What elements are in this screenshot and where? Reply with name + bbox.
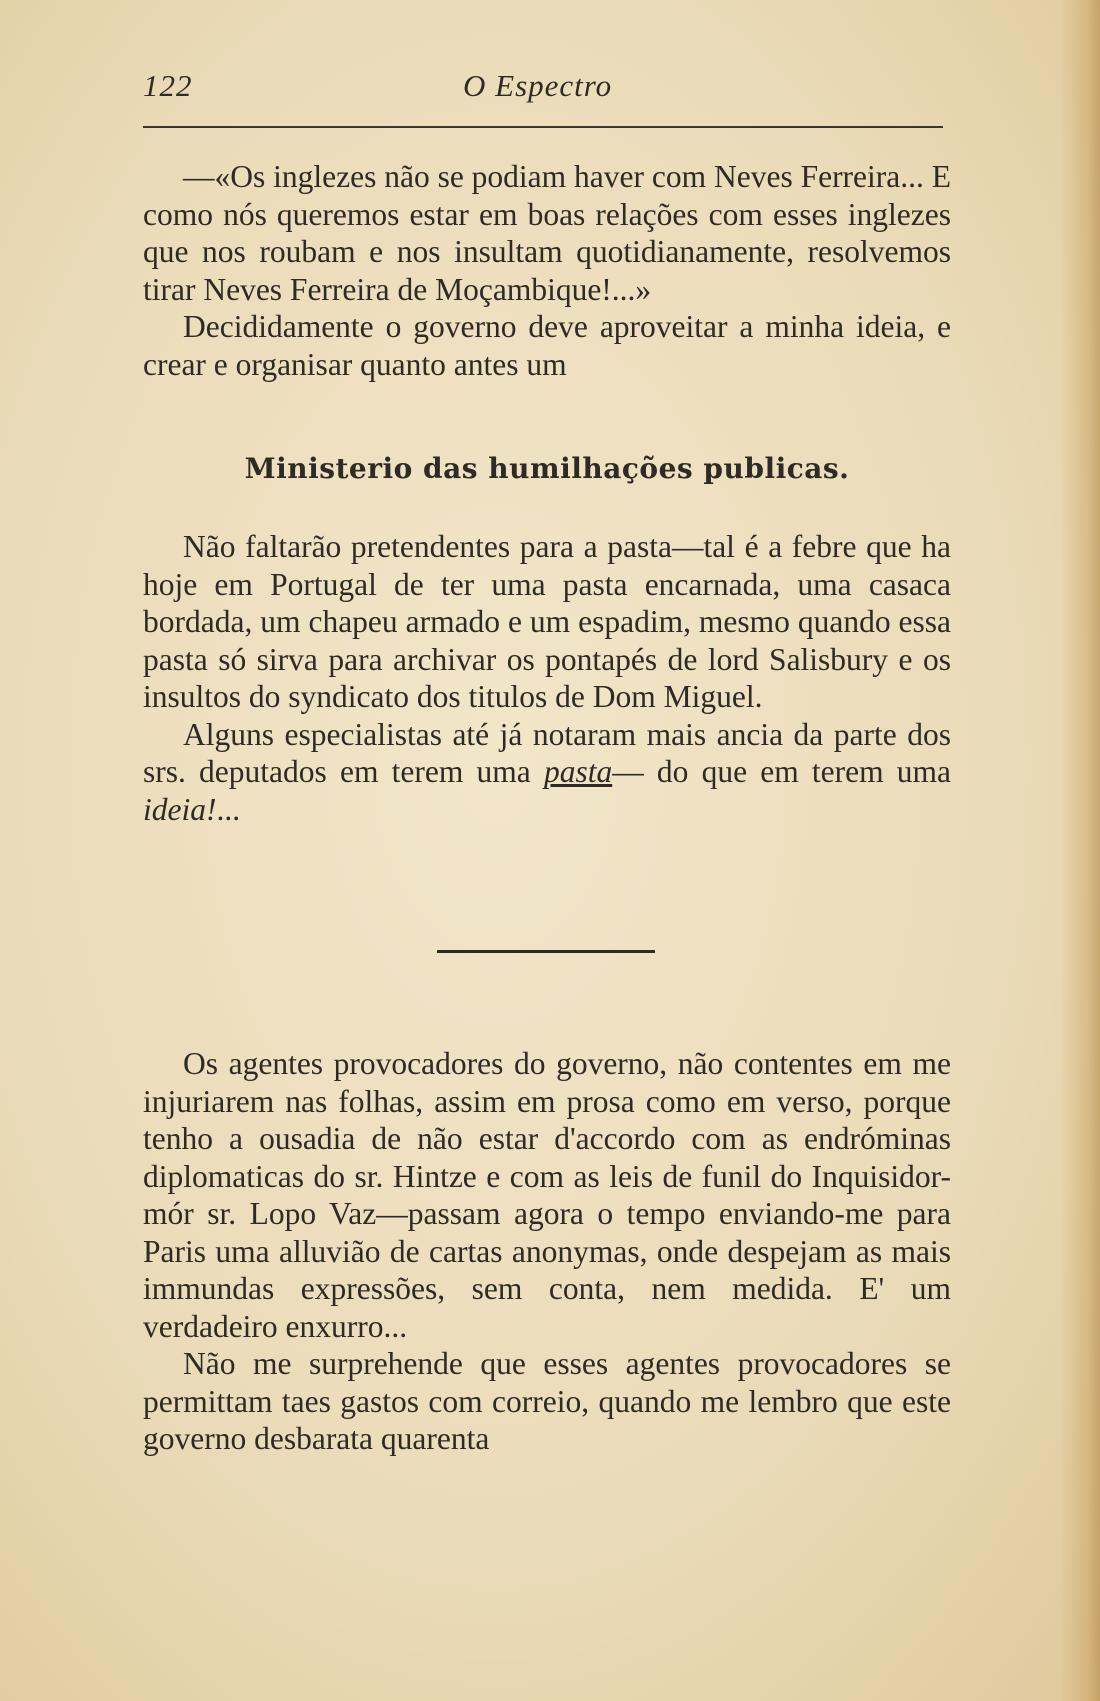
page-number: 122 (143, 68, 193, 103)
paragraph-especialistas-end: ... (216, 791, 241, 827)
paragraph-gastos: Não me surprehende que esses agentes provocadores se permittam taes gastos com correio, quando me lembro que este governo desbarata quarenta (143, 1346, 951, 1456)
running-header (143, 68, 943, 112)
word-ideia: ideia! (143, 791, 217, 827)
running-title: O Espectro (463, 68, 613, 103)
text-block-ministry (143, 528, 951, 828)
text-block-opening (143, 158, 951, 383)
page-edge-stain (1060, 0, 1100, 1701)
paragraph-especialistas-mid: — do que em terem uma (612, 754, 952, 789)
paragraph-agentes: Os agentes provocadores do governo, não contentes em me injuriarem nas folhas, assim em prosa como em verso, porque tenho a ousadia de não estar d'accordo com as endróminas diplomaticas do sr. Hintze e com as leis de funil do Inquisidor-mór sr. Lopo Vaz—passam agora o tempo enviando-me para Paris uma alluvião de cartas anonymas, onde despejam as mais immundas expressões, sem conta, nem medida. E' um verdadeiro enxurro... (143, 1046, 951, 1344)
section-heading: Ministerio das humilhações publicas. (244, 452, 850, 485)
paragraph-pretendentes: Não faltarão pretendentes para a pasta—tal é a febre que ha hoje em Portugal de ter uma pasta encarnada, uma casaca bordada, um chapeu armado e um espadim, mesmo quando essa pasta só sirva para archivar os pontapés de lord Salisbury e os insultos do syndicato dos titulos de Dom Miguel. (143, 529, 951, 714)
paragraph-especialistas (143, 716, 951, 829)
paragraph-proposal: Decididamente o governo deve aproveitar a minha ideia, e crear e organisar quanto antes um (143, 309, 951, 382)
paragraph-quote: —«Os inglezes não se podiam haver com Neves Ferreira... E como nós queremos estar em boas relações com esses inglezes que nos roubam e nos insultam quotidianamente, resolvemos tirar Neves Ferreira de Moçambique!...» (143, 159, 951, 307)
paragraph-especialistas-start: Alguns especialistas até já notaram mais ancia da parte dos srs. deputados em terem uma (143, 716, 951, 789)
text-block-agents (143, 1045, 951, 1458)
word-pasta: pasta (543, 754, 613, 789)
section-divider (437, 950, 655, 953)
header-rule (143, 126, 943, 128)
